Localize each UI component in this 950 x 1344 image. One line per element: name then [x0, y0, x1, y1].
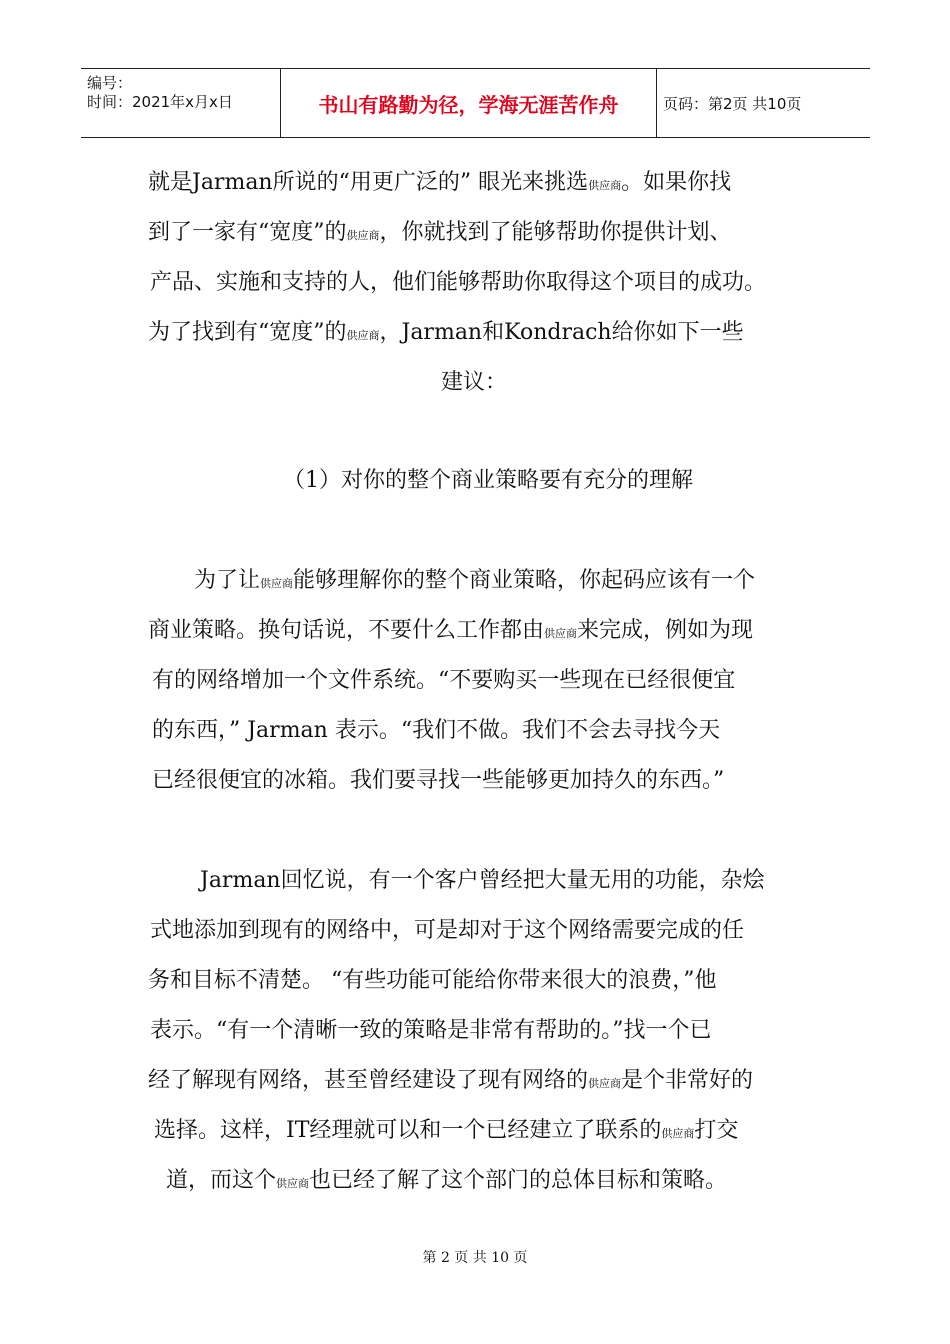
text-line: 表示。“有一个清晰一致的策略是非常有帮助的。”找一个已: [150, 1018, 712, 1043]
text-line: 式地添加到现有的网络中，可是却对于这个网络需要完成的任: [150, 918, 745, 943]
text-line: 经了解现有网络，甚至曾经建设了现有网络的供应商是个非常好的: [148, 1068, 754, 1093]
text-line: 务和目标不清楚。 “有些功能可能给你带来很大的浪费，”他: [148, 968, 717, 993]
time-label: 时间：2021年x月x日: [87, 93, 233, 111]
text-line: 已经很便宜的冰箱。我们要寻找一些能够更加持久的东西。”: [152, 768, 725, 793]
number-label: 编号：: [87, 74, 133, 92]
header-motto: 书山有路勤为径，学海无涯苦作舟: [281, 69, 657, 137]
text-line: 有的网络增加一个文件系统。“不要购买一些现在已经很便宜: [152, 668, 736, 693]
text-line: 就是Jarman所说的“用更广泛的” 眼光来挑选供应商。如果你找: [148, 170, 732, 195]
text-line: 为了让供应商能够理解你的整个商业策略，你起码应该有一个: [194, 568, 756, 593]
text-line: 产品、实施和支持的人，他们能够帮助你取得这个项目的成功。: [150, 270, 767, 295]
text-line: 道，而这个供应商也已经了解了这个部门的总体目标和策略。: [166, 1168, 728, 1193]
text-line: Jarman回忆说，有一个客户曾经把大量无用的功能，杂烩: [200, 868, 765, 893]
text-line: 为了找到有“宽度”的供应商，Jarman和Kondrach给你如下一些: [148, 320, 744, 345]
section-heading: （1）对你的整个商业策略要有充分的理解: [283, 468, 693, 493]
document-header: [81, 68, 870, 138]
header-page-label: 页码：第2页 共10页: [663, 94, 802, 113]
page-footer: 第 2 页 共 10 页: [422, 1250, 528, 1266]
text-line: 建议：: [441, 370, 508, 395]
text-line: 选择。这样，IT经理就可以和一个已经建立了联系的供应商打交: [154, 1118, 739, 1143]
text-line: 商业策略。换句话说，不要什么工作都由供应商来完成，例如为现: [148, 618, 754, 643]
text-line: 到了一家有“宽度”的供应商，你就找到了能够帮助你提供计划、: [148, 220, 732, 245]
text-line: 的东西，” Jarman 表示。“我们不做。我们不会去寻找今天: [152, 718, 721, 743]
header-info-cell: [81, 69, 281, 137]
